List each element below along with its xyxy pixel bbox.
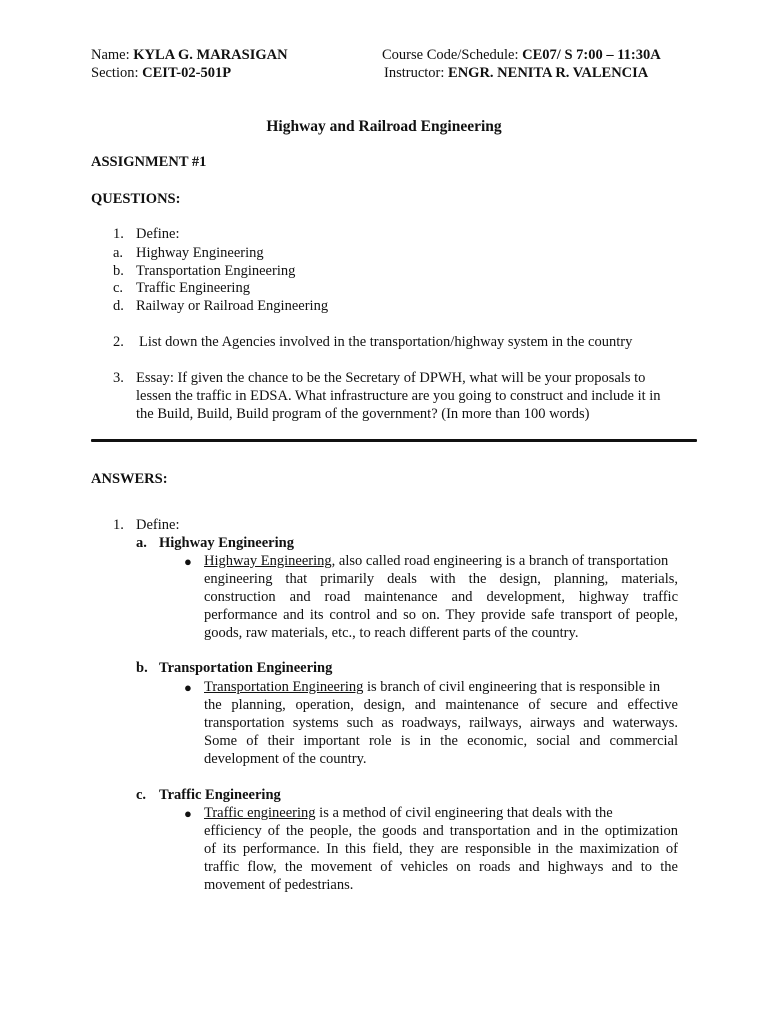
a1-number: 1.	[113, 517, 124, 533]
defined-term: Highway Engineering	[204, 553, 332, 569]
document-title: Highway and Railroad Engineering	[266, 118, 502, 135]
answer-section-letter: b.	[136, 660, 148, 676]
section-divider	[91, 439, 697, 442]
a1-text: Define:	[136, 517, 180, 533]
q3-line: lessen the traffic in EDSA. What infrastructure are you going to construct and include it in	[136, 388, 661, 404]
defined-term: Transportation Engineering	[204, 679, 364, 695]
q1-item-letter: d.	[113, 298, 124, 314]
q3-line: Essay: If given the chance to be the Secretary of DPWH, what will be your proposals to	[136, 370, 646, 386]
q2-number: 2.	[113, 334, 124, 350]
q1-item-text: Highway Engineering	[136, 245, 264, 261]
q1-item-letter: b.	[113, 263, 124, 279]
answer-paragraph: Transportation Engineering is branch of civil engineering that is responsible in the planning, operation, design, and maintenance of secure and effective transportation systems such as roadways, railways, airways and waterways. Some of their important role is in the economic, social and commercial development of the country.	[204, 679, 678, 767]
answers-heading: ANSWERS:	[91, 471, 168, 487]
student-name: Name: KYLA G. MARASIGAN	[91, 47, 288, 63]
answer-paragraph: Traffic engineering is a method of civil engineering that deals with the efficiency of the people, the goods and transportation and in the optimization of its performance. In this field, they are responsible in the maximization of traffic flow, the movement of vehicles on roads and highways and to the movement of pedestrians.	[204, 805, 678, 893]
student-section: Section: CEIT-02-501P	[91, 65, 232, 81]
instructor: Instructor: ENGR. NENITA R. VALENCIA	[384, 65, 649, 81]
answer-section-title: Traffic Engineering	[159, 787, 281, 803]
q1-text: Define:	[136, 226, 180, 242]
questions-heading: QUESTIONS:	[91, 191, 181, 207]
answer-section-letter: a.	[136, 535, 147, 551]
bullet-icon: ●	[184, 806, 192, 821]
answer-section-title: Transportation Engineering	[159, 660, 333, 676]
assignment-label: ASSIGNMENT #1	[91, 154, 207, 170]
bullet-icon: ●	[184, 554, 192, 569]
q3-number: 3.	[113, 370, 124, 386]
bullet-icon: ●	[184, 680, 192, 695]
course-schedule: Course Code/Schedule: CE07/ S 7:00 – 11:30A	[382, 47, 661, 63]
q1-item-letter: c.	[113, 280, 124, 296]
defined-term: Traffic engineering	[204, 805, 316, 821]
q2-text: List down the Agencies involved in the transportation/highway system in the country	[139, 334, 633, 350]
q1-item-letter: a.	[113, 245, 124, 261]
answer-section-letter: c.	[136, 787, 147, 803]
q1-item-text: Traffic Engineering	[136, 280, 250, 296]
q1-item-text: Railway or Railroad Engineering	[136, 298, 329, 314]
q3-line: the Build, Build, Build program of the government? (In more than 100 words)	[136, 406, 590, 422]
q1-number: 1.	[113, 226, 124, 242]
answer-section-title: Highway Engineering	[159, 535, 294, 551]
q1-item-text: Transportation Engineering	[136, 263, 296, 279]
answer-paragraph: Highway Engineering, also called road engineering is a branch of transportation engineering that primarily deals with the design, planning, materials, construction and road maintenance and development, highway traffic performance and its control and so on. They provide safe transport of people, goods, raw materials, etc., to reach different parts of the country.	[204, 553, 678, 641]
